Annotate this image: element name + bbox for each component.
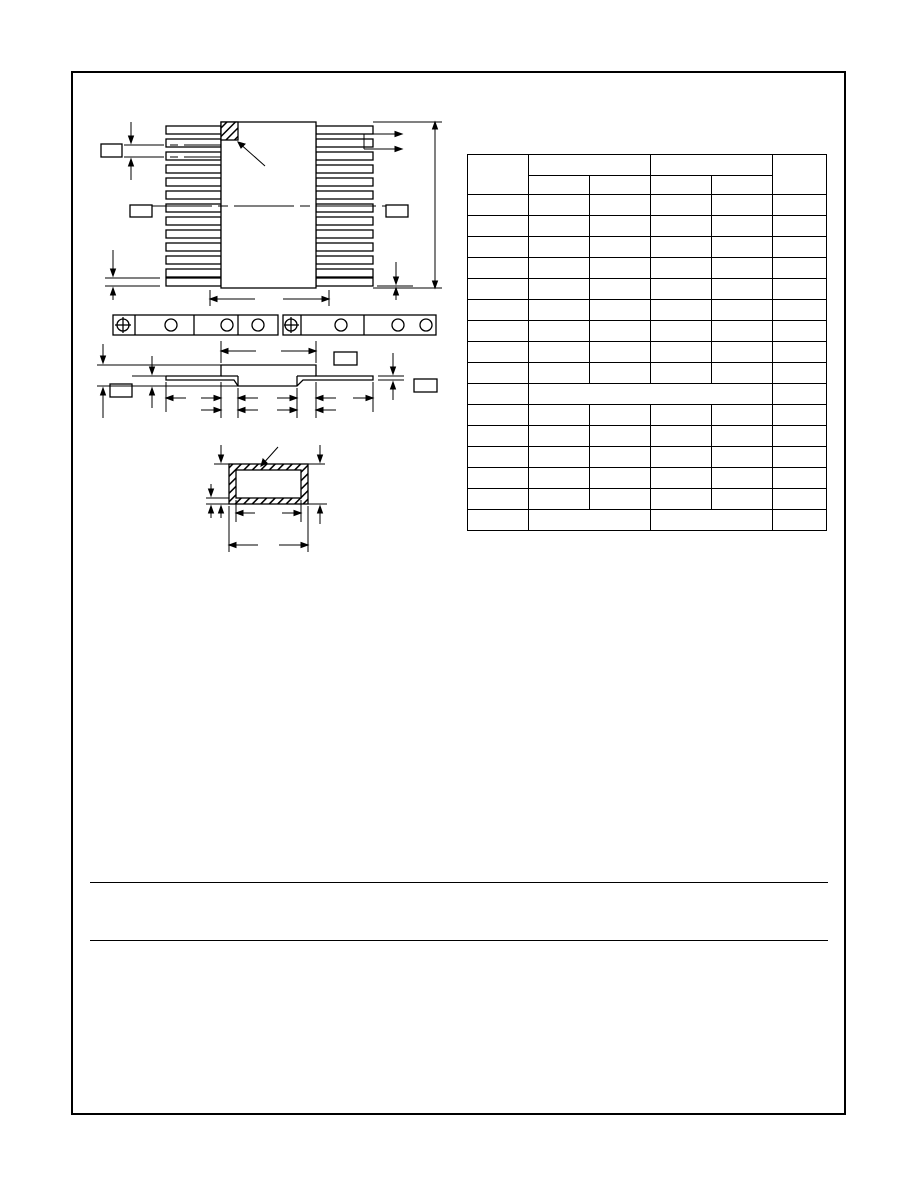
datum-box-left-mid — [130, 205, 152, 217]
table-row — [468, 342, 827, 363]
table-row — [468, 426, 827, 447]
feature-control-frame-left — [113, 315, 278, 335]
top-view — [166, 122, 373, 288]
table-row — [468, 405, 827, 426]
table-row — [468, 258, 827, 279]
header-symbol — [468, 155, 529, 195]
table-row — [468, 447, 827, 468]
table-row — [468, 300, 827, 321]
package-body — [221, 122, 316, 288]
table-row — [468, 237, 827, 258]
datum-box-side-far-right — [414, 379, 437, 392]
datum-box-left-top — [101, 144, 122, 157]
divider-bottom — [90, 940, 828, 941]
table-row — [468, 489, 827, 510]
lead-section-detail — [229, 464, 308, 504]
table-row — [468, 384, 827, 405]
datum-box-right-mid — [386, 205, 408, 217]
datum-box-side-right — [334, 352, 357, 365]
table-row — [468, 510, 827, 531]
table-row — [468, 195, 827, 216]
header-last — [773, 155, 827, 195]
divider-top — [90, 882, 828, 883]
header-group-1 — [529, 155, 651, 176]
table-row — [468, 279, 827, 300]
subheader-cell — [712, 176, 773, 195]
header-group-2 — [651, 155, 773, 176]
table-row — [468, 468, 827, 489]
subheader-cell — [590, 176, 651, 195]
pin1-index-area — [221, 122, 238, 140]
side-view — [166, 365, 373, 386]
dimension-table — [467, 154, 827, 531]
table-row — [468, 321, 827, 342]
subheader-cell — [651, 176, 712, 195]
table-header-row — [468, 155, 827, 176]
table-row — [468, 363, 827, 384]
feature-control-frame-right — [283, 315, 436, 335]
subheader-cell — [529, 176, 590, 195]
table-row — [468, 216, 827, 237]
